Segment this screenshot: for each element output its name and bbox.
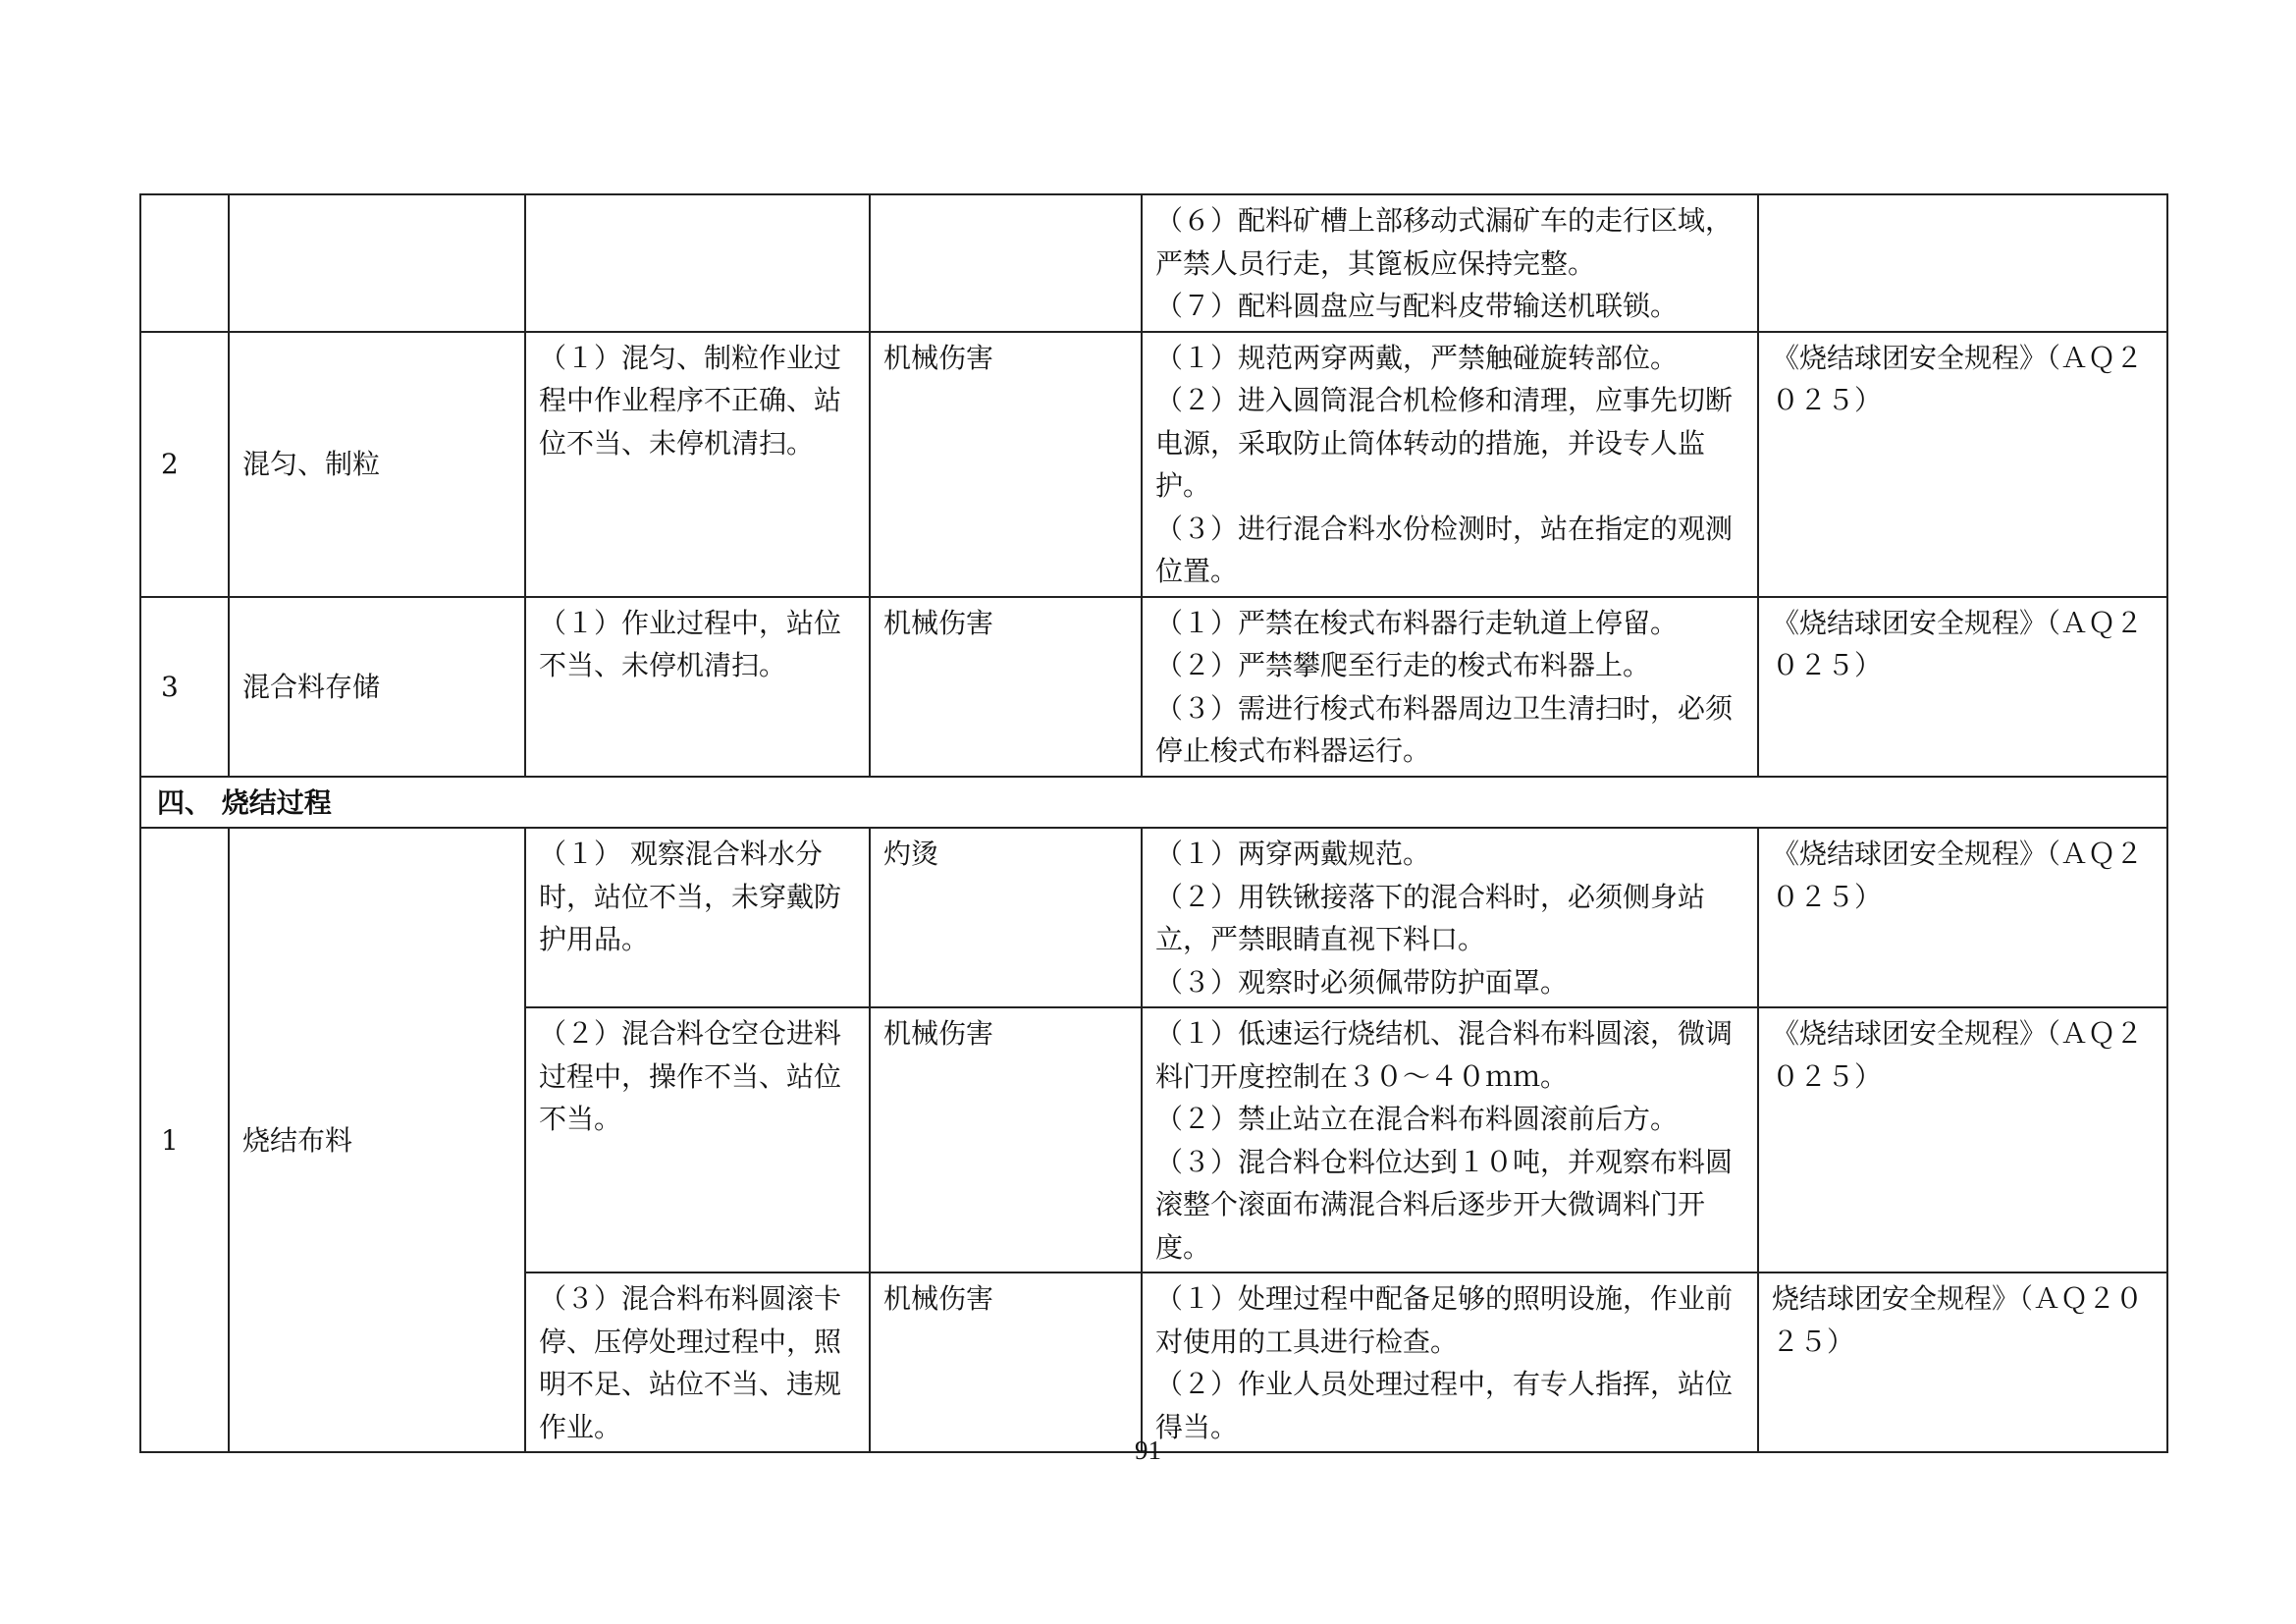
table-row-sintering-a: [140, 828, 2167, 1007]
cell-process: 混合料存储: [229, 597, 525, 777]
page-number: 91: [1135, 1435, 1161, 1465]
cell-hazard: 灼烫: [870, 828, 1142, 1007]
cell-basis: 烧结球团安全规程》（ＡＱ２０２５）: [1758, 1272, 2167, 1452]
cell-risk: （２）混合料仓空仓进料过程中，操作不当、站位不当。: [525, 1007, 870, 1272]
measure-item: （２）禁止站立在混合料布料圆滚前后方。: [1155, 1103, 1679, 1135]
cell-basis: 《烧结球团安全规程》（ＡＱ２０２５）: [1758, 828, 2167, 1007]
measure-item: （１）严禁在梭式布料器行走轨道上停留。: [1155, 606, 1679, 639]
cell-hazard: 机械伤害: [870, 332, 1142, 597]
cell-measures: [1142, 828, 1758, 1007]
cell-hazard: 机械伤害: [870, 1007, 1142, 1272]
measure-item: （２）进入圆筒混合机检修和清理，应事先切断电源，采取防止筒体转动的措施，并设专人监护。: [1155, 384, 1734, 502]
measure-item: （３）进行混合料水份检测时，站在指定的观测位置。: [1155, 512, 1734, 587]
cell-basis: [1758, 194, 2167, 332]
section-header-row: [140, 777, 2167, 829]
cell-basis: 《烧结球团安全规程》（ＡＱ２０２５）: [1758, 597, 2167, 777]
measure-item: （６）配料矿槽上部移动式漏矿车的走行区域，严禁人员行走，其篦板应保持完整。: [1155, 204, 1734, 280]
cell-measures: [1142, 597, 1758, 777]
cell-hazard: 机械伤害: [870, 597, 1142, 777]
measure-item: （７）配料圆盘应与配料皮带输送机联锁。: [1155, 290, 1679, 322]
cell-risk: （１）混匀、制粒作业过程中作业程序不正确、站位不当、未停机清扫。: [525, 332, 870, 597]
cell-measures: [1142, 332, 1758, 597]
cell-process: 混匀、制粒: [229, 332, 525, 597]
cell-basis: 《烧结球团安全规程》（ＡＱ２０２５）: [1758, 332, 2167, 597]
measure-item: （２）作业人员处理过程中，有专人指挥，站位得当。: [1155, 1368, 1734, 1443]
measure-item: （１）规范两穿两戴，严禁触碰旋转部位。: [1155, 341, 1679, 374]
cell-hazard: [870, 194, 1142, 332]
measure-item: （１）处理过程中配备足够的照明设施，作业前对使用的工具进行检查。: [1155, 1282, 1734, 1358]
cell-risk: （１）作业过程中，站位不当、未停机清扫。: [525, 597, 870, 777]
cell-no: 2: [140, 332, 229, 597]
cell-no: [140, 194, 229, 332]
cell-hazard: 机械伤害: [870, 1272, 1142, 1452]
table-row-storage: [140, 597, 2167, 777]
measure-item: （１）低速运行烧结机、混合料布料圆滚，微调料门开度控制在３０～４０ｍｍ。: [1155, 1017, 1734, 1093]
cell-process: [229, 194, 525, 332]
measure-item: （３）观察时必须佩带防护面罩。: [1155, 965, 1569, 999]
table-row-continued: [140, 194, 2167, 332]
cell-risk: [525, 194, 870, 332]
hazard-table: [139, 193, 2168, 1453]
cell-measures: [1142, 1272, 1758, 1452]
cell-process: 烧结布料: [229, 828, 525, 1452]
cell-risk: （３）混合料布料圆滚卡停、压停处理过程中，照明不足、站位不当、违规作业。: [525, 1272, 870, 1452]
cell-no: 1: [140, 828, 229, 1452]
measure-item: （２）严禁攀爬至行走的梭式布料器上。: [1155, 649, 1651, 681]
table-row-mixing: [140, 332, 2167, 597]
measure-item: （３）混合料仓料位达到１０吨，并观察布料圆滚整个滚面布满混合料后逐步开大微调料门开度。: [1155, 1145, 1734, 1264]
section-title: 四、 烧结过程: [140, 777, 2167, 829]
cell-basis: 《烧结球团安全规程》（ＡＱ２０２５）: [1758, 1007, 2167, 1272]
measure-item: （３）需进行梭式布料器周边卫生清扫时，必须停止梭式布料器运行。: [1155, 691, 1734, 767]
cell-measures: [1142, 194, 1758, 332]
cell-risk: （１） 观察混合料水分时，站位不当，未穿戴防护用品。: [525, 828, 870, 1007]
cell-measures: [1142, 1007, 1758, 1272]
measure-item: （２）用铁锹接落下的混合料时，必须侧身站立，严禁眼睛直视下料口。: [1155, 880, 1706, 955]
cell-no: 3: [140, 597, 229, 777]
measure-item: （１）两穿两戴规范。: [1155, 838, 1431, 870]
